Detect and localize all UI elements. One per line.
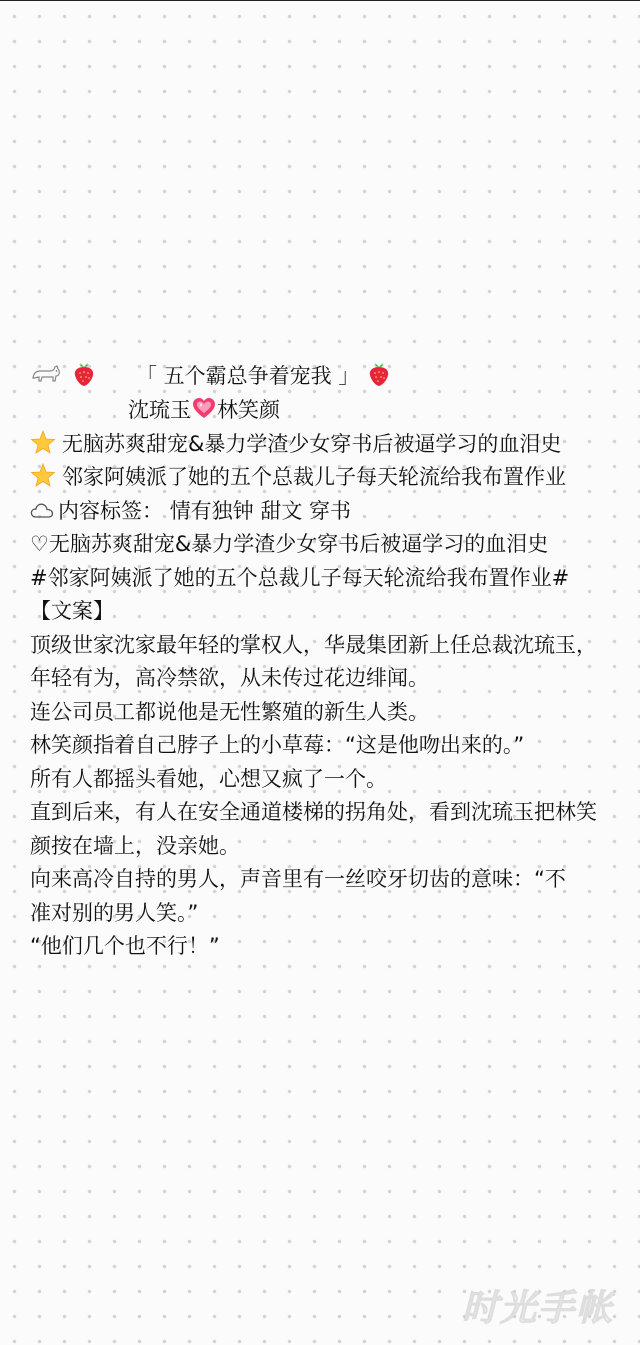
content-tags-label: 内容标签：	[58, 498, 163, 523]
strawberry-icon	[366, 361, 392, 387]
page-title: 「 五个霸总争着宠我 」	[136, 364, 360, 388]
top-border	[0, 0, 640, 1]
character-name-right: 林笑颜	[217, 398, 280, 422]
content-tags-line	[30, 495, 610, 529]
copy-paragraph: 向来高冷自持的男人，声音里有一丝咬牙切齿的意味：“不准对别的男人笑。”	[30, 867, 566, 925]
title-group	[136, 360, 392, 394]
content-tags-value: 情有独钟 甜文 穿书	[169, 498, 352, 523]
character-name-left: 沈琉玉	[128, 398, 191, 422]
star-icon	[30, 429, 56, 455]
copy-paragraph: 直到后来，有人在安全通道楼梯的拐角处，看到沈琉玉把林笑颜按在墙上，没亲她。	[30, 800, 597, 858]
watermark: 时光手帐	[462, 1288, 615, 1329]
copy-paragraph: 林笑颜指着自己脖子上的小草莓：“这是他吻出来的。”	[30, 733, 525, 757]
tag-line-1-text: 无脑苏爽甜宠&暴力学渣少女穿书后被逼学习的血泪史	[62, 431, 562, 456]
heart-tag-line: ♡无脑苏爽甜宠&暴力学渣少女穿书后被逼学习的血泪史	[30, 532, 549, 556]
copy-paragraph: 连公司员工都说他是无性繁殖的新生人类。	[30, 699, 429, 724]
tag-line-1	[30, 428, 610, 462]
cat-icon	[30, 363, 62, 385]
title-line	[30, 360, 610, 394]
cloud-icon	[30, 501, 54, 519]
tag-line-2-text: 邻家阿姨派了她的五个总裁儿子每天轮流给我布置作业	[62, 465, 566, 489]
star-icon	[30, 462, 56, 488]
tag-line-2	[30, 461, 610, 495]
hash-tag-line: #邻家阿姨派了她的五个总裁儿子每天轮流给我布置作业#	[30, 565, 570, 590]
subtitle-line	[30, 394, 610, 428]
title-lead	[30, 360, 97, 394]
sparkling-heart-icon	[191, 396, 217, 420]
post-content	[30, 360, 610, 964]
copy-paragraph: 所有人都摇头看她，心想又疯了一个。	[30, 766, 387, 791]
copy-heading: 【文案】	[30, 599, 114, 623]
copy-paragraph: 顶级世家沈家最年轻的掌权人，华晟集团新上任总裁沈琉玉，年轻有为，高冷禁欲，从未传过花边绯闻。	[30, 632, 597, 690]
copy-paragraph: “他们几个也不行！”	[30, 934, 220, 958]
strawberry-icon	[71, 361, 97, 387]
